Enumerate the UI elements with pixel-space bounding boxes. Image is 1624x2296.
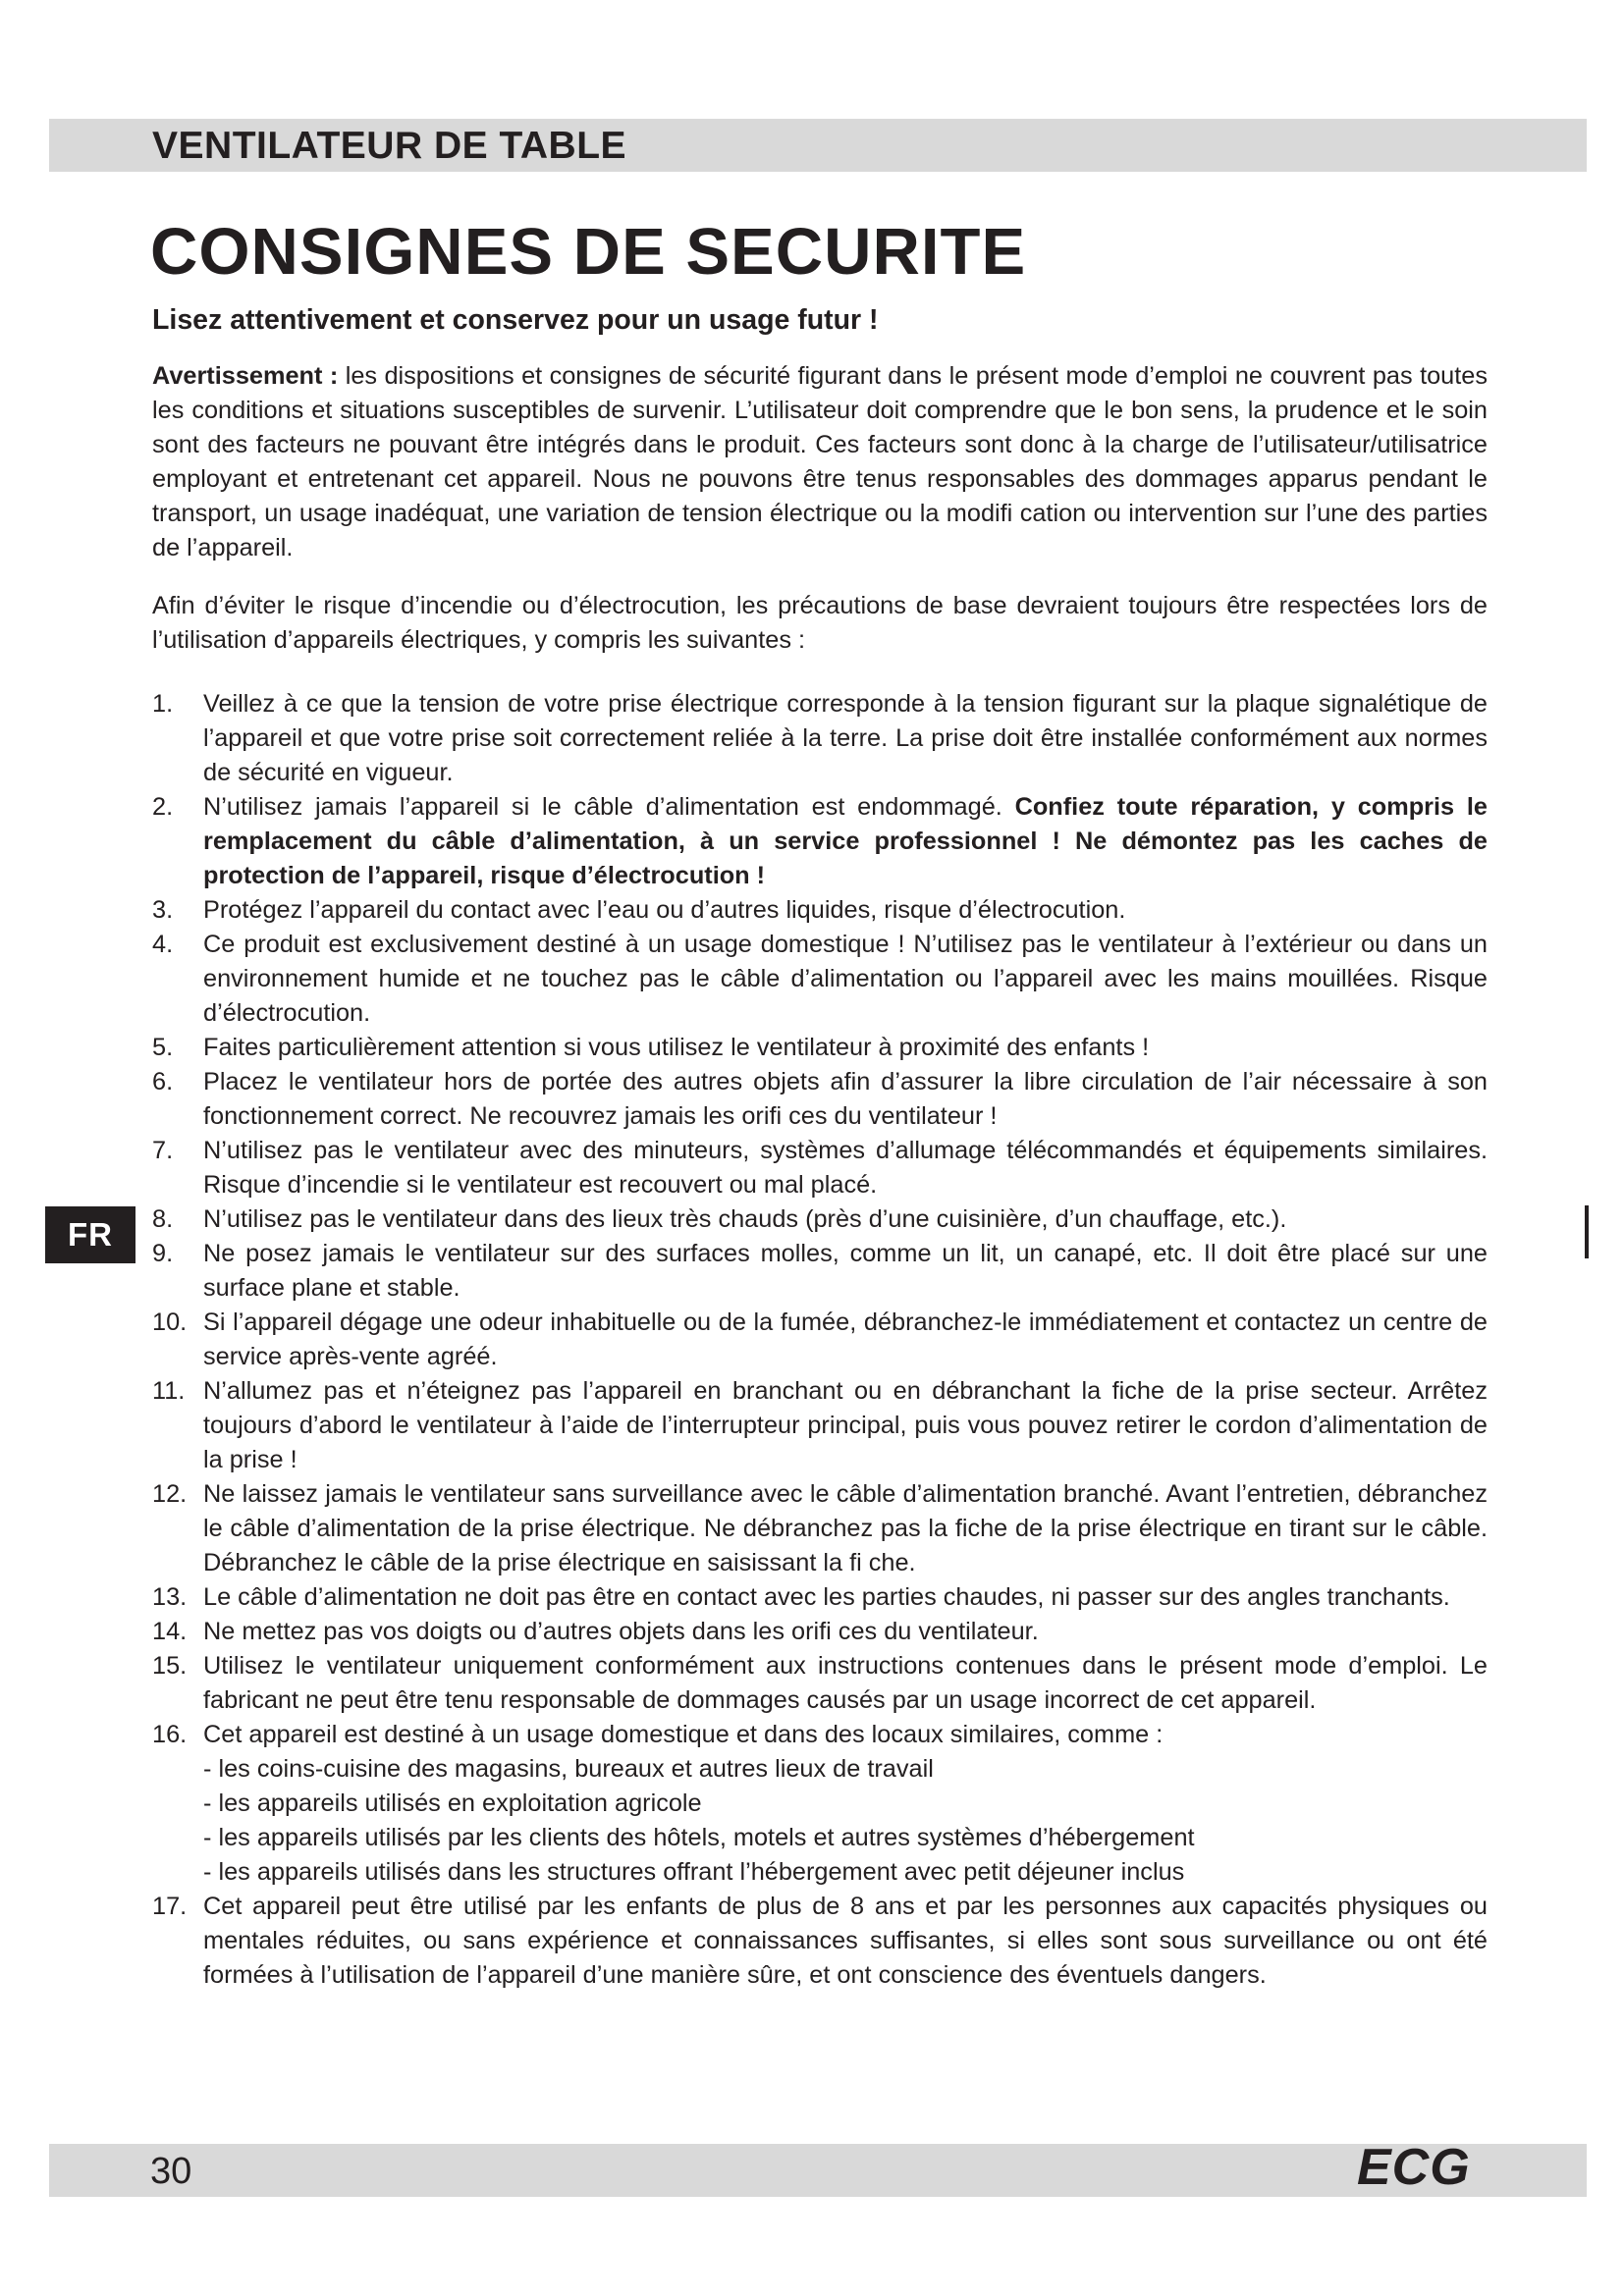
page-number: 30 bbox=[150, 2151, 192, 2192]
sublist-item: - les appareils utilisés par les clients des hôtels, motels et autres systèmes d’hébergement bbox=[203, 1824, 1195, 1851]
item-text: Placez le ventilateur hors de portée des autres objets afin d’assurer la libre circulation de l’air nécessaire à son fonctionnement correct. Ne recouvrez jamais les orifi ces du ventilateur ! bbox=[203, 1068, 1488, 1130]
item-number: 15. bbox=[152, 1652, 188, 1680]
sublist-item: - les appareils utilisés en exploitation agricole bbox=[203, 1789, 702, 1817]
item-number: 9. bbox=[152, 1240, 174, 1267]
item-number: 13. bbox=[152, 1583, 188, 1611]
item-number: 10. bbox=[152, 1308, 188, 1336]
brand-logo: ECG bbox=[1357, 2139, 1471, 2196]
item-text: Ne laissez jamais le ventilateur sans surveillance avec le câble d’alimentation branché. Avant l’entretien, débranchez le câble d’alimentation de la prise électrique. Ne débranchez pas la fiche de la prise électrique en tirant sur le câble. Débranchez le câble de la prise électrique en saisissant la fi che. bbox=[203, 1480, 1488, 1576]
item-number: 8. bbox=[152, 1205, 174, 1233]
header-title: VENTILATEUR DE TABLE bbox=[152, 125, 627, 167]
usage-sublist bbox=[203, 1752, 1488, 1890]
item-text: Utilisez le ventilateur uniquement conformément aux instructions contenues dans le présent mode d’emploi. Le fabricant ne peut être tenu responsable de dommages causés par un usage incorrect de cet appareil. bbox=[203, 1652, 1488, 1714]
item-text: Ne mettez pas vos doigts ou d’autres objets dans les orifi ces du ventilateur. bbox=[203, 1618, 1039, 1645]
warning-label: Avertissement : bbox=[152, 362, 339, 390]
list-item bbox=[152, 1718, 1488, 1890]
item-text: Veillez à ce que la tension de votre prise électrique corresponde à la tension figurant sur la plaque signalétique de l’appareil et que votre prise soit correctement reliée à la terre. La prise doit être installée conformément aux normes de sécurité en vigueur. bbox=[203, 690, 1488, 786]
item-number: 7. bbox=[152, 1137, 174, 1164]
warning-paragraph bbox=[152, 359, 1488, 565]
list-item bbox=[152, 687, 1488, 790]
list-item bbox=[152, 1237, 1488, 1306]
intro-paragraph: Afin d’éviter le risque d’incendie ou d’électrocution, les précautions de base devraient toujours être respectées lors de l’utilisation d’appareils électriques, y compris les suivantes : bbox=[152, 592, 1488, 654]
list-item bbox=[152, 790, 1488, 893]
list-item bbox=[152, 1615, 1488, 1649]
item-number: 1. bbox=[152, 690, 174, 718]
list-item bbox=[152, 1031, 1488, 1065]
item-text: Si l’appareil dégage une odeur inhabituelle ou de la fumée, débranchez-le immédiatement et contactez un centre de service après-vente agréé. bbox=[203, 1308, 1488, 1370]
list-item bbox=[152, 1890, 1488, 1993]
item-number: 2. bbox=[152, 793, 174, 821]
list-item bbox=[152, 1134, 1488, 1202]
list-item bbox=[152, 1649, 1488, 1718]
list-item bbox=[152, 1202, 1488, 1237]
item-text: Faites particulièrement attention si vous utilisez le ventilateur à proximité des enfants ! bbox=[203, 1034, 1150, 1061]
list-item bbox=[152, 1580, 1488, 1615]
item-text: N’utilisez jamais l’appareil si le câble d’alimentation est endommagé. bbox=[203, 793, 1015, 821]
item-text: Protégez l’appareil du contact avec l’eau ou d’autres liquides, risque d’électrocution. bbox=[203, 896, 1126, 924]
item-text: N’utilisez pas le ventilateur avec des minuteurs, systèmes d’allumage télécommandés et équipements similaires. Risque d’incendie si le ventilateur est recouvert ou mal placé. bbox=[203, 1137, 1488, 1199]
item-number: 5. bbox=[152, 1034, 174, 1061]
item-number: 4. bbox=[152, 931, 174, 958]
side-marker bbox=[1585, 1205, 1589, 1258]
list-item bbox=[152, 1477, 1488, 1580]
language-tab: FR bbox=[45, 1206, 135, 1263]
warning-text: les dispositions et consignes de sécurité figurant dans le présent mode d’emploi ne couvrent pas toutes les conditions et situations susceptibles de survenir. L’utilisateur doit comprendre que le bon sens, la prudence et le soin sont des facteurs ne pouvant être intégrés dans le produit. Ces facteurs sont donc à la charge de l’utilisateur/utilisatrice employant et entretenant cet appareil. Nous ne pouvons être tenus responsables des dommages apparus pendant le transport, un usage inadéquat, une variation de tension électrique ou la modifi cation ou intervention sur l’une des parties de l’appareil. bbox=[152, 362, 1488, 561]
item-number: 12. bbox=[152, 1480, 188, 1508]
list-item bbox=[152, 1306, 1488, 1374]
item-number: 3. bbox=[152, 896, 174, 924]
safety-list bbox=[152, 687, 1488, 1993]
sublist-item: - les appareils utilisés dans les structures offrant l’hébergement avec petit déjeuner inclus bbox=[203, 1858, 1185, 1886]
sublist-item: - les coins-cuisine des magasins, bureaux et autres lieux de travail bbox=[203, 1755, 934, 1783]
item-number: 14. bbox=[152, 1618, 188, 1645]
item-text: N’utilisez pas le ventilateur dans des lieux très chauds (près d’une cuisinière, d’un chauffage, etc.). bbox=[203, 1205, 1287, 1233]
item-number: 17. bbox=[152, 1893, 188, 1920]
item-text: Ne posez jamais le ventilateur sur des surfaces molles, comme un lit, un canapé, etc. Il doit être placé sur une surface plane et stable. bbox=[203, 1240, 1488, 1302]
item-number: 16. bbox=[152, 1721, 188, 1748]
list-item bbox=[152, 893, 1488, 928]
item-text: Ce produit est exclusivement destiné à un usage domestique ! N’utilisez pas le ventilateur à l’extérieur ou dans un environnement humide et ne touchez pas le câble d’alimentation ou l’appareil avec les mains mouillées. Risque d’électrocution. bbox=[203, 931, 1488, 1027]
item-number: 6. bbox=[152, 1068, 174, 1095]
item-text: Cet appareil est destiné à un usage domestique et dans des locaux similaires, comme : bbox=[203, 1721, 1164, 1748]
item-text: N’allumez pas et n’éteignez pas l’appareil en branchant ou en débranchant la fiche de la prise secteur. Arrêtez toujours d’abord le ventilateur à l’aide de l’interrupteur principal, puis vous pouvez retirer le cordon d’alimentation de la prise ! bbox=[203, 1377, 1488, 1473]
list-item bbox=[152, 1065, 1488, 1134]
item-bold-text: Confiez toute réparation, y compris le remplacement du câble d’alimentation, à un service professionnel ! Ne démontez pas les caches de protection de l’appareil, risque d’électrocution ! bbox=[203, 793, 1488, 889]
subtitle: Lisez attentivement et conservez pour un usage futur ! bbox=[152, 304, 879, 336]
page-title: CONSIGNES DE SECURITE bbox=[150, 215, 1027, 289]
item-number: 11. bbox=[152, 1377, 186, 1405]
list-item bbox=[152, 928, 1488, 1031]
list-item bbox=[152, 1374, 1488, 1477]
item-text: Le câble d’alimentation ne doit pas être en contact avec les parties chaudes, ni passer sur des angles tranchants. bbox=[203, 1583, 1450, 1611]
content-body bbox=[152, 359, 1488, 1993]
item-text: Cet appareil peut être utilisé par les enfants de plus de 8 ans et par les personnes aux capacités physiques ou mentales réduites, ou sans expérience et connaissances suffisantes, si elles sont sous surveillance ou ont été formées à l’utilisation de l’appareil d’une manière sûre, et ont conscience des éventuels dangers. bbox=[203, 1893, 1488, 1989]
